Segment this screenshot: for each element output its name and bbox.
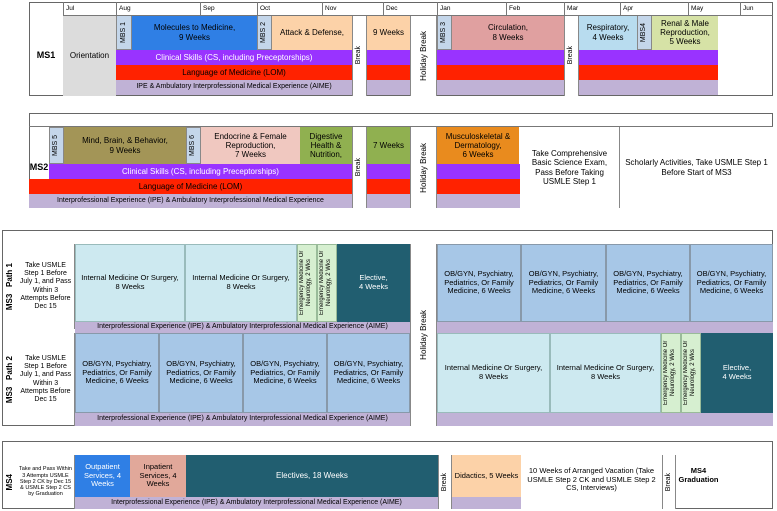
ms3-p2-aime: Interprofessional Experience (IPE) & Ambulatory Interprofessional Medical Experience (AIME) <box>75 413 410 426</box>
ms1-month-0: Jul <box>63 2 116 15</box>
ms1-aime-bar-2 <box>367 80 410 95</box>
ms1-break2: Break <box>564 15 579 96</box>
ms3-holiday-break: Holiday Break <box>410 244 437 426</box>
ms1-break1: Break <box>352 15 367 96</box>
ms4-didactics: Didactics, 5 Weeks <box>452 455 521 497</box>
ms1-month-2: Sep <box>200 2 257 15</box>
msk-name: Musculoskeletal & Dermatology, <box>445 131 511 150</box>
ms3-p2-aime-2 <box>437 413 773 426</box>
ms1-month-5: Dec <box>383 2 437 15</box>
mbs5-weeks: 9 Weeks <box>109 145 141 155</box>
ms1-lom-bar-4 <box>579 65 718 80</box>
ms1-month-11: Jun <box>740 2 773 15</box>
resp-weeks: 4 Weeks <box>592 32 624 42</box>
mbs5-name: Mind, Brain, & Behavior, <box>82 136 168 146</box>
ms1-cs-bar-2 <box>367 50 410 65</box>
resp-block <box>579 15 637 50</box>
mbs5-block <box>64 127 186 164</box>
ms1-aime-bar-3 <box>437 80 564 95</box>
mbs2-cont-block: 9 Weeks <box>367 15 410 50</box>
ms4-vacation: 10 Weeks of Arranged Vacation (Take USMLE Step 2 CK and USMLE Step 2 CS, Interviews) <box>521 455 662 509</box>
ms2-lom-bar-3 <box>437 179 520 194</box>
ms3-row-label-path1: MS3 Path 1 <box>4 262 14 311</box>
mbs2-tag: MBS 2 <box>257 15 272 50</box>
ms4-row-label: MS4 <box>4 473 14 491</box>
ms1-cs-bar-3 <box>437 50 564 65</box>
dig-cont-block: 7 Weeks <box>367 127 410 164</box>
mbs2-block: Attack & Defense, <box>272 15 352 50</box>
ms1-month-3: Oct <box>257 2 322 15</box>
ms2-cs-bar-2 <box>367 164 410 179</box>
ms1-month-7: Feb <box>506 2 564 15</box>
ms1-lom-bar: Language of Medicine (LOM) <box>116 65 352 80</box>
mbs1-name: Molecules to Medicine, <box>153 23 236 33</box>
ms3-p1-obgyn-1: OB/GYN, Psychiatry, Pediatrics, Or Family Medicine, 6 Weeks <box>437 244 521 322</box>
ms4-graduation: MS4 Graduation <box>676 455 721 497</box>
ms2-cs-bar: Clinical Skills (CS, including Preceptorships) <box>49 164 352 179</box>
ms3-p1-im-2: Internal Medicine Or Surgery, 8 Weeks <box>185 244 297 322</box>
ms3-p2-elective: Elective, 4 Weeks <box>701 333 773 413</box>
ms3-p1-obgyn-3: OB/GYN, Psychiatry, Pediatrics, Or Family Medicine, 6 Weeks <box>606 244 690 322</box>
ms1-aime-bar-4 <box>579 80 718 95</box>
ms4-aime: Interprofessional Experience (IPE) & Ambulatory Interprofessional Medical Experience (AIME) <box>75 497 438 509</box>
ms2-break: Break <box>352 127 367 208</box>
ms2-exam-note: Take Comprehensive Basic Science Exam, Pass Before Taking USMLE Step 1 <box>520 127 620 208</box>
ms2-lom-bar-2 <box>367 179 410 194</box>
ms1-month-10: May <box>688 2 740 15</box>
ms3-p2-obgyn-3: OB/GYN, Psychiatry, Pediatrics, Or Family Medicine, 6 Weeks <box>243 333 327 413</box>
renal-block <box>652 15 718 50</box>
renal-weeks: 5 Weeks <box>669 37 701 47</box>
ms1-row-label: MS1 <box>36 50 56 61</box>
ms1-cs-bar-4 <box>579 50 718 65</box>
ms4-break2: Break <box>662 455 676 509</box>
ms3-p1-im-1: Internal Medicine Or Surgery, 8 Weeks <box>75 244 185 322</box>
mbs4-tag: MBS4 <box>637 15 652 50</box>
ms2-cs-bar-3 <box>437 164 520 179</box>
ms2-holiday-break: Holiday Break <box>410 127 437 208</box>
ms3-path2-note: Take USMLE Step 1 Before July 1, and Pass Within 3 Attempts Before Dec 15 <box>17 333 75 426</box>
ms3-p1-em-1: Emergency Medicine Or Neurology, 2 Wks <box>297 244 317 322</box>
ms3-p2-obgyn-2: OB/GYN, Psychiatry, Pediatrics, Or Family Medicine, 6 Weeks <box>159 333 243 413</box>
ms1-lom-bar-2 <box>367 65 410 80</box>
ms1-month-4: Nov <box>322 2 383 15</box>
ms1-cs-bar: Clinical Skills (CS, including Preceptorships) <box>116 50 352 65</box>
ms2-row-label: MS2 <box>29 162 49 173</box>
ms1-month-6: Jan <box>437 2 506 15</box>
ms2-header-rule <box>29 126 773 127</box>
ms3-p2-im-2: Internal Medicine Or Surgery, 8 Weeks <box>550 333 661 413</box>
ms1-header-rule <box>63 15 773 16</box>
ms1-month-1: Aug <box>116 2 200 15</box>
ms3-p2-obgyn-1: OB/GYN, Psychiatry, Pediatrics, Or Family Medicine, 6 Weeks <box>75 333 159 413</box>
mbs1-tag: MBS 1 <box>116 15 132 50</box>
mbs1-weeks: 9 Weeks <box>179 32 210 42</box>
mbs3-tag: MBS 3 <box>437 15 452 50</box>
msk-weeks: 6 Weeks <box>462 150 494 160</box>
ms3-p1-aime: Interprofessional Experience (IPE) & Ambulatory Interprofessional Medical Experience (AIME) <box>75 322 410 333</box>
mbs6-name: Endocrine & Female Reproduction, <box>214 131 287 150</box>
mbs3-block <box>452 15 564 50</box>
ms4-break1: Break <box>438 455 452 509</box>
ms2-ipe-bar-2 <box>367 194 410 208</box>
ms1-aime-bar: IPE & Ambulatory Interprofessional Medical Experience (AIME) <box>116 80 352 95</box>
ms3-path1-note: Take USMLE Step 1 Before July 1, and Pass Within 3 Attempts Before Dec 15 <box>17 244 75 329</box>
ms4-note: Take and Pass Within 3 Attempts USMLE Step 2 CK by Dec 15 & USMLE Step 2 CS by Graduation <box>17 455 75 509</box>
mbs3-weeks: 8 Weeks <box>492 32 524 42</box>
ms2-ipe-bar: Interprofessional Experience (IPE) & Ambulatory Interprofessional Medical Experience <box>29 194 352 208</box>
ms3-row-label-path2: MS3 Path 2 <box>4 355 14 404</box>
ms3-p1-obgyn-4: OB/GYN, Psychiatry, Pediatrics, Or Family Medicine, 6 Weeks <box>690 244 773 322</box>
ms1-month-9: Apr <box>620 2 688 15</box>
ms3-p2-em-2: Emergency Medicine Or Neurology, 2 Wks <box>681 333 701 413</box>
ms3-p2-em-1: Emergency Medicine Or Neurology, 2 Wks <box>661 333 681 413</box>
mbs1-block <box>132 15 257 50</box>
ms2-lom-bar: Language of Medicine (LOM) <box>29 179 352 194</box>
ms3-p2-obgyn-4: OB/GYN, Psychiatry, Pediatrics, Or Family Medicine, 6 Weeks <box>327 333 410 413</box>
ms2-ipe-bar-3 <box>437 194 520 208</box>
msk-block <box>437 127 519 164</box>
dig-block: Digestive Health & Nutrition, <box>300 127 352 164</box>
mbs3-name: Circulation, <box>487 23 528 33</box>
mbs6-block <box>201 127 300 164</box>
ms4-inpatient: Inpatient Services, 4 Weeks <box>130 455 186 497</box>
ms1-lom-bar-3 <box>437 65 564 80</box>
ms2-scholarly-note: Scholarly Activities, Take USMLE Step 1 Before Start of MS3 <box>620 127 773 208</box>
resp-name: Respiratory, <box>586 23 630 33</box>
mbs5-tag: MBS 5 <box>49 127 64 164</box>
ms3-p1-aime-2 <box>437 322 773 333</box>
ms4-outpatient: Outpatient Services, 4 Weeks <box>75 455 130 497</box>
mbs6-tag: MBS 6 <box>186 127 201 164</box>
ms4-electives: Electives, 18 Weeks <box>186 455 438 497</box>
ms3-p1-elective: Elective, 4 Weeks <box>337 244 410 322</box>
ms1-month-8: Mar <box>564 2 620 15</box>
renal-name: Renal & Male Reproduction, <box>660 18 710 37</box>
ms1-orientation: Orientation <box>63 15 116 96</box>
ms4-aime-2 <box>452 497 521 509</box>
ms3-p1-em-2: Emergency Medicine Or Neurology, 2 Wks <box>317 244 337 322</box>
ms3-p2-im-1: Internal Medicine Or Surgery, 8 Weeks <box>437 333 550 413</box>
ms3-p1-obgyn-2: OB/GYN, Psychiatry, Pediatrics, Or Family Medicine, 6 Weeks <box>521 244 606 322</box>
ms1-holiday-break: Holiday Break <box>410 15 437 96</box>
mbs6-weeks: 7 Weeks <box>235 150 266 160</box>
